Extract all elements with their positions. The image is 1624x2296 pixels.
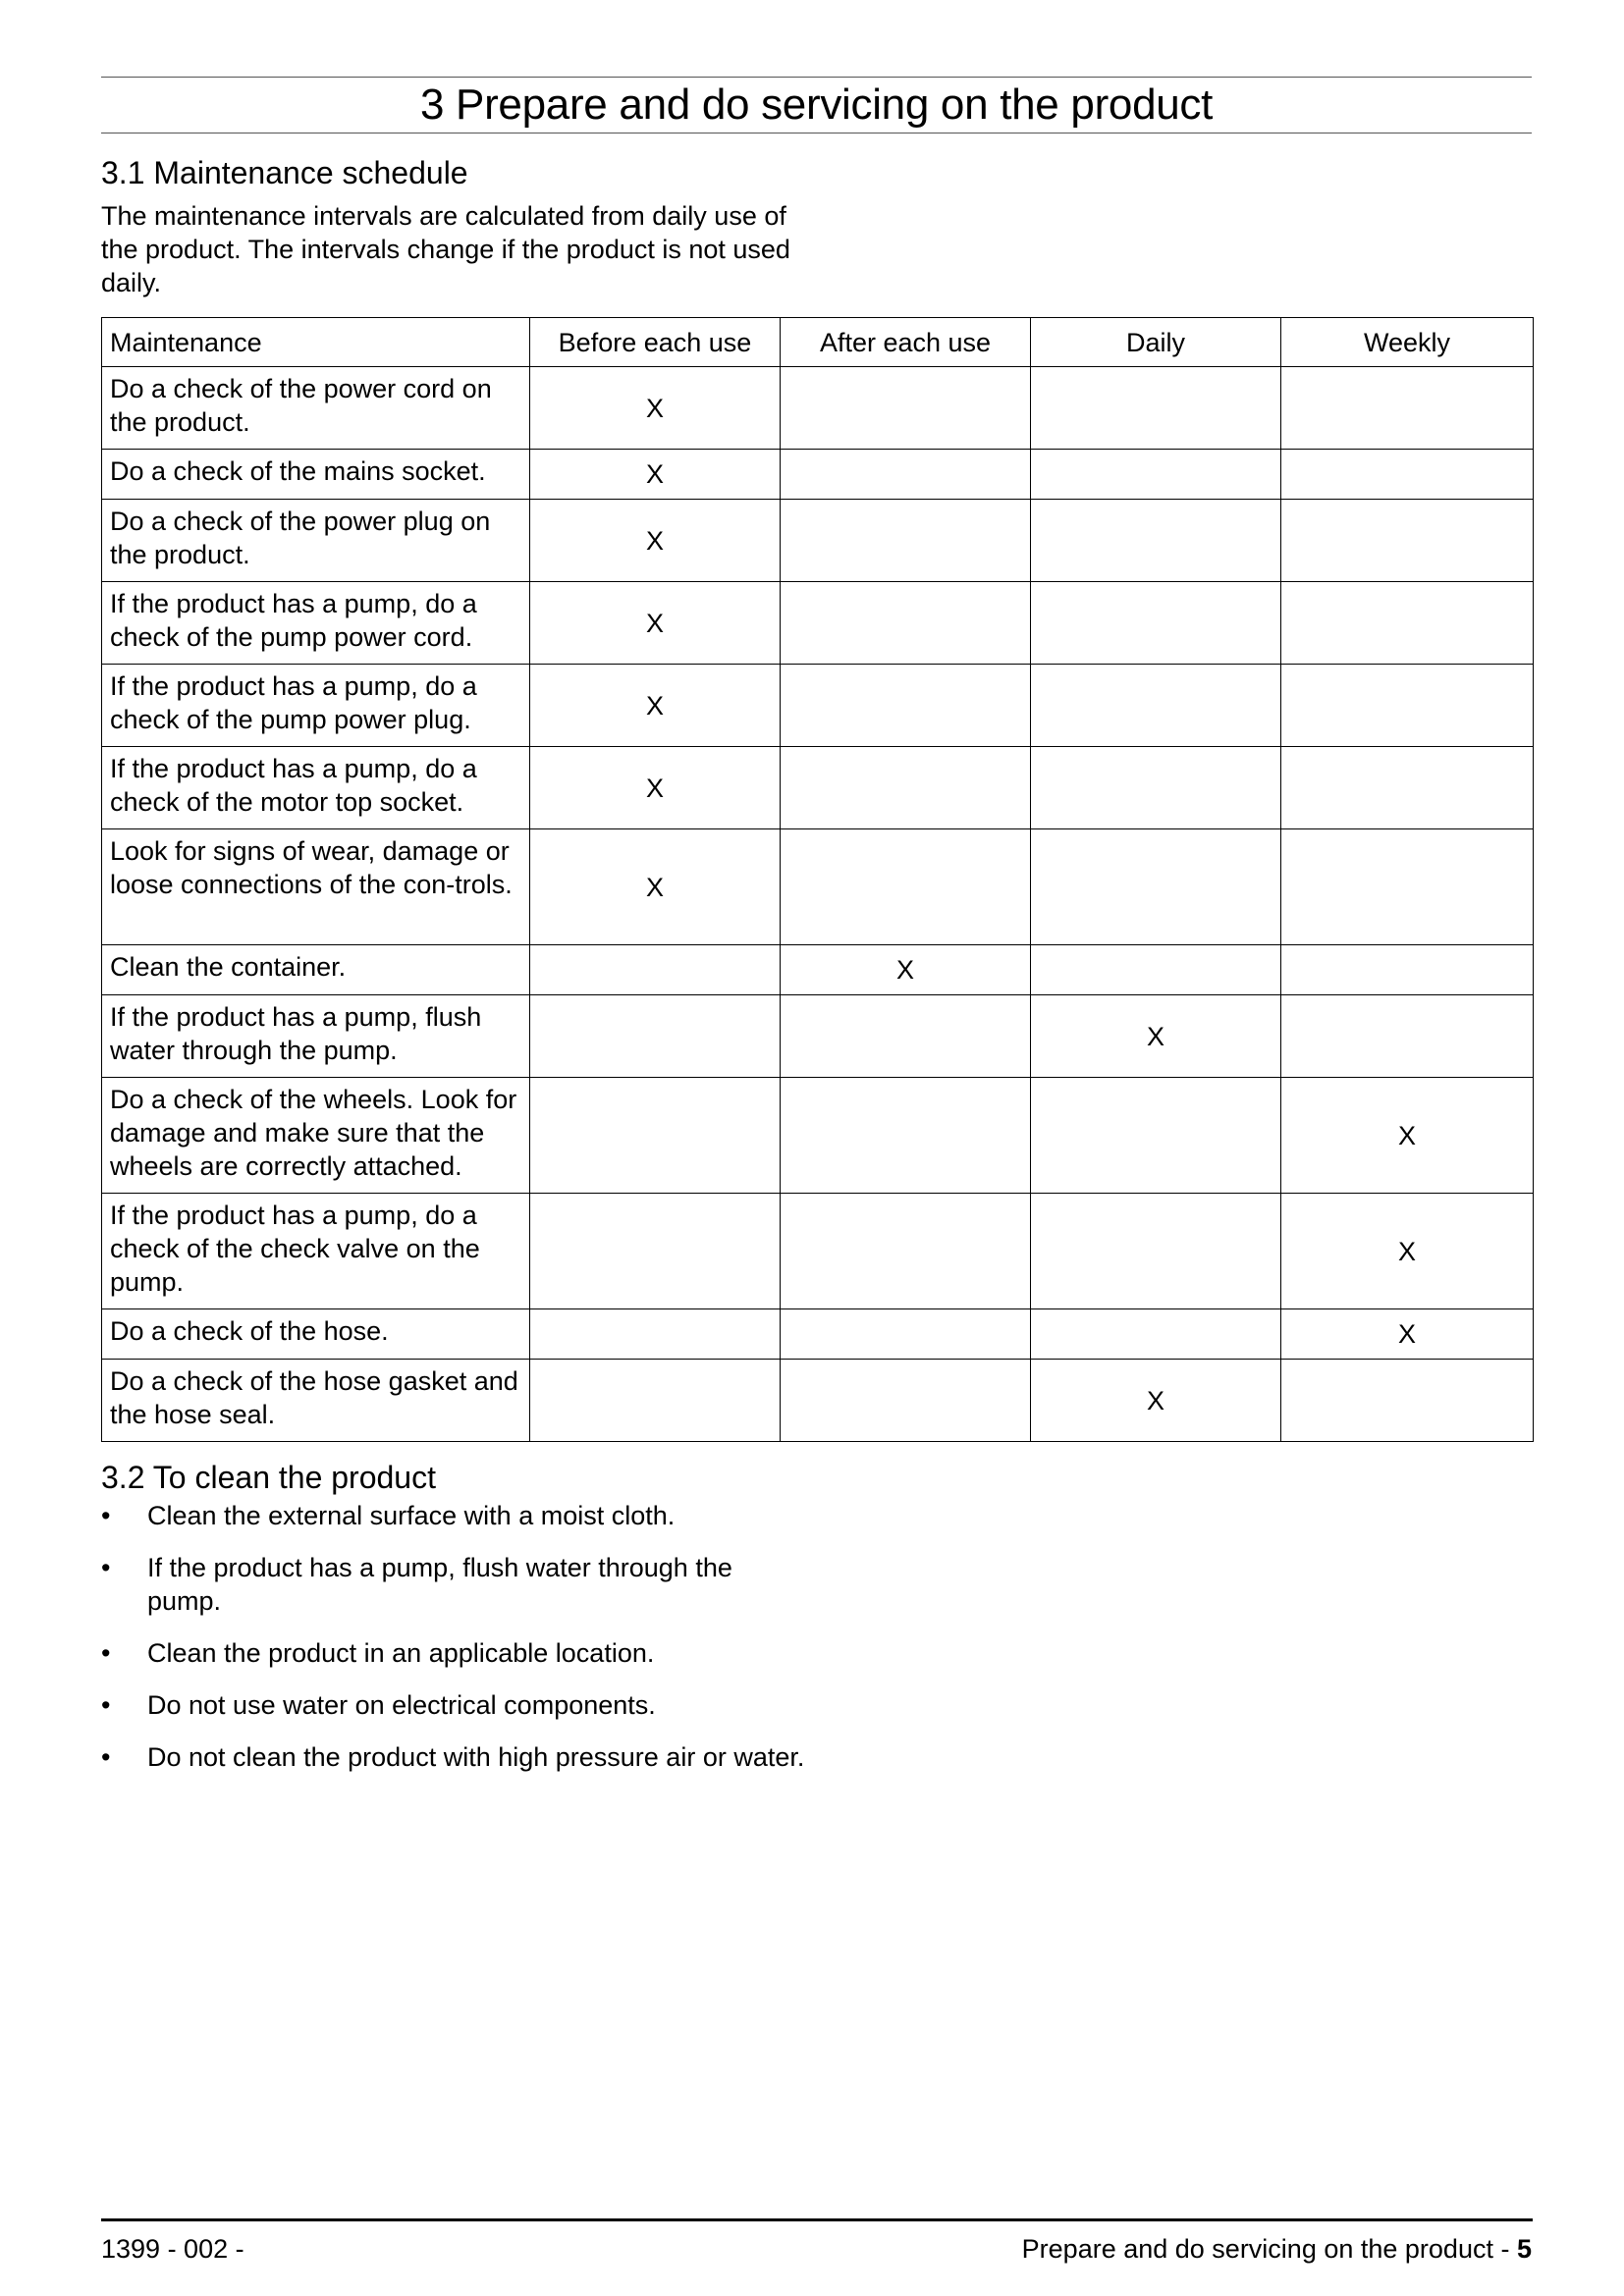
mark-cell-daily (1031, 747, 1281, 829)
bullet-icon: • (101, 1553, 111, 1582)
mark-cell-before-each-use: X (530, 582, 781, 665)
list-item (101, 1551, 808, 1618)
bullet-icon: • (101, 1638, 111, 1668)
mark-cell-daily (1031, 665, 1281, 747)
mark-cell-weekly: X (1281, 1078, 1534, 1194)
mark-cell-weekly (1281, 665, 1534, 747)
task-cell: Do a check of the wheels. Look for damage and make sure that the wheels are correctly attached. (102, 1078, 530, 1194)
task-cell: Do a check of the hose gasket and the hose seal. (102, 1360, 530, 1442)
list-item-text: Clean the external surface with a moist cloth. (147, 1501, 676, 1530)
mark-cell-weekly: X (1281, 1309, 1534, 1360)
table-row (102, 945, 1534, 995)
table-row (102, 995, 1534, 1078)
section-heading-to-clean-the-product: 3.2 To clean the product (101, 1460, 436, 1495)
footer-page-info (1022, 2232, 1532, 2266)
mark-cell-daily (1031, 582, 1281, 665)
mark-cell-after-each-use: X (781, 945, 1031, 995)
task-cell: Do a check of the hose. (102, 1309, 530, 1360)
page-number: 5 (1516, 2234, 1532, 2264)
column-header-daily: Daily (1031, 318, 1281, 367)
table-row (102, 450, 1534, 500)
mark-cell-daily (1031, 1309, 1281, 1360)
mark-cell-weekly (1281, 367, 1534, 450)
mark-cell-after-each-use (781, 829, 1031, 945)
mark-cell-after-each-use (781, 665, 1031, 747)
mark-cell-before-each-use (530, 1078, 781, 1194)
mark-cell-before-each-use (530, 945, 781, 995)
mark-cell-before-each-use: X (530, 665, 781, 747)
table-row (102, 747, 1534, 829)
list-item-text: If the product has a pump, flush water through the pump. (147, 1553, 732, 1616)
mark-cell-before-each-use (530, 1194, 781, 1309)
mark-cell-weekly (1281, 829, 1534, 945)
mark-cell-after-each-use (781, 1360, 1031, 1442)
table-row (102, 1309, 1534, 1360)
table-row (102, 1078, 1534, 1194)
task-cell: Look for signs of wear, damage or loose connections of the con-trols. (102, 829, 530, 945)
mark-cell-weekly (1281, 945, 1534, 995)
cleaning-instructions-list (101, 1499, 808, 1792)
mark-cell-daily (1031, 945, 1281, 995)
table-row (102, 582, 1534, 665)
mark-cell-after-each-use (781, 747, 1031, 829)
mark-cell-daily: X (1031, 995, 1281, 1078)
mark-cell-daily (1031, 367, 1281, 450)
bullet-icon: • (101, 1742, 111, 1772)
bullet-icon: • (101, 1501, 111, 1530)
task-cell: Do a check of the power cord on the product. (102, 367, 530, 450)
mark-cell-before-each-use (530, 1360, 781, 1442)
mark-cell-weekly (1281, 582, 1534, 665)
list-item-text: Do not use water on electrical components. (147, 1690, 656, 1720)
list-item (101, 1636, 808, 1670)
mark-cell-before-each-use: X (530, 829, 781, 945)
task-cell: If the product has a pump, do a check of the motor top socket. (102, 747, 530, 829)
mark-cell-before-each-use: X (530, 450, 781, 500)
mark-cell-before-each-use (530, 995, 781, 1078)
mark-cell-before-each-use: X (530, 500, 781, 582)
mark-cell-after-each-use (781, 582, 1031, 665)
list-item (101, 1499, 808, 1532)
list-item (101, 1688, 808, 1722)
task-cell: If the product has a pump, flush water through the pump. (102, 995, 530, 1078)
mark-cell-before-each-use: X (530, 367, 781, 450)
list-item-text: Clean the product in an applicable location. (147, 1638, 655, 1668)
chapter-title: 3 Prepare and do servicing on the product (101, 77, 1532, 133)
mark-cell-after-each-use (781, 367, 1031, 450)
table-header-row (102, 318, 1534, 367)
table-row (102, 500, 1534, 582)
mark-cell-weekly (1281, 450, 1534, 500)
footer-section-text: Prepare and do servicing on the product - (1021, 2234, 1517, 2264)
footer-doc-code: 1399 - 002 - (101, 2234, 244, 2264)
mark-cell-before-each-use (530, 1309, 781, 1360)
mark-cell-after-each-use (781, 1078, 1031, 1194)
mark-cell-weekly (1281, 1360, 1534, 1442)
mark-cell-daily (1031, 829, 1281, 945)
bullet-icon: • (101, 1690, 111, 1720)
column-header-after-each-use: After each use (781, 318, 1031, 367)
column-header-before-each-use: Before each use (530, 318, 781, 367)
table-row (102, 1360, 1534, 1442)
mark-cell-weekly (1281, 747, 1534, 829)
mark-cell-before-each-use: X (530, 747, 781, 829)
task-cell: If the product has a pump, do a check of the pump power cord. (102, 582, 530, 665)
list-item (101, 1740, 808, 1774)
column-header-weekly: Weekly (1281, 318, 1534, 367)
footer-divider (101, 2218, 1533, 2221)
mark-cell-weekly: X (1281, 1194, 1534, 1309)
task-cell: Do a check of the mains socket. (102, 450, 530, 500)
mark-cell-after-each-use (781, 1194, 1031, 1309)
task-cell: If the product has a pump, do a check of the check valve on the pump. (102, 1194, 530, 1309)
mark-cell-after-each-use (781, 995, 1031, 1078)
mark-cell-daily (1031, 500, 1281, 582)
mark-cell-after-each-use (781, 1309, 1031, 1360)
mark-cell-weekly (1281, 500, 1534, 582)
intro-paragraph: The maintenance intervals are calculated from daily use of the product. The intervals change if the product is not used daily. (101, 201, 790, 297)
table-row (102, 1194, 1534, 1309)
table-row (102, 665, 1534, 747)
maintenance-schedule-table (101, 317, 1534, 1442)
mark-cell-after-each-use (781, 450, 1031, 500)
mark-cell-after-each-use (781, 500, 1031, 582)
mark-cell-weekly (1281, 995, 1534, 1078)
table-row (102, 367, 1534, 450)
task-cell: Do a check of the power plug on the product. (102, 500, 530, 582)
task-cell: Clean the container. (102, 945, 530, 995)
mark-cell-daily (1031, 1078, 1281, 1194)
list-item-text: Do not clean the product with high pressure air or water. (147, 1742, 805, 1772)
mark-cell-daily: X (1031, 1360, 1281, 1442)
column-header-maintenance: Maintenance (102, 318, 530, 367)
mark-cell-daily (1031, 450, 1281, 500)
mark-cell-daily (1031, 1194, 1281, 1309)
table-row (102, 829, 1534, 945)
section-heading-maintenance-schedule: 3.1 Maintenance schedule (101, 155, 468, 190)
task-cell: If the product has a pump, do a check of the pump power plug. (102, 665, 530, 747)
